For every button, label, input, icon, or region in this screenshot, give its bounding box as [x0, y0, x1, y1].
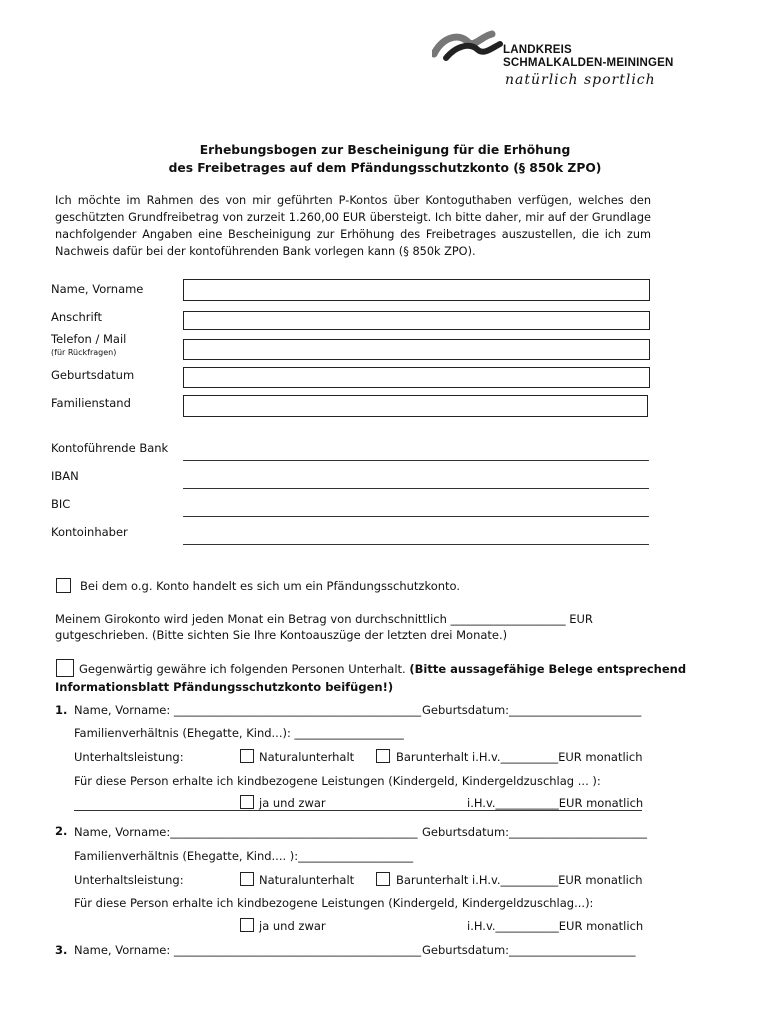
person-relation-field[interactable]: Familienverhältnis (Ehegatte, Kind...): ___________________: [74, 726, 404, 740]
support-type-label: Unterhaltsleistung:: [74, 750, 184, 764]
natural-support-checkbox[interactable]: [240, 872, 254, 886]
iban-label: IBAN: [51, 469, 79, 483]
child-benefit-question: Für diese Person erhalte ich kindbezogene Leistungen (Kindergeld, Kindergeldzuschlag...):: [74, 896, 594, 910]
phone-field[interactable]: [183, 339, 650, 360]
child-benefit-yes-checkbox[interactable]: [240, 795, 254, 809]
child-benefit-yes-label: ja und zwar: [259, 796, 326, 810]
child-benefit-amount-field[interactable]: i.H.v.___________EUR monatlich: [467, 796, 644, 810]
natural-support-checkbox[interactable]: [240, 749, 254, 763]
cash-support-checkbox[interactable]: [376, 749, 390, 763]
iban-field[interactable]: [183, 488, 649, 489]
intro-paragraph: [55, 192, 651, 260]
child-benefit-yes-checkbox[interactable]: [240, 918, 254, 932]
logo: [432, 24, 692, 94]
support-note-line2: Informationsblatt Pfändungsschutzkonto beifügen!): [55, 680, 394, 694]
child-benefit-line[interactable]: [74, 810, 642, 811]
marital-label: Familienstand: [51, 396, 131, 410]
income-line2: gutgeschrieben. (Bitte sichten Sie Ihre Kontoauszüge der letzten drei Monate.): [55, 628, 508, 642]
support-note: (Bitte aussagefähige Belege entsprechend: [409, 662, 687, 676]
intro-line: nachfolgender Angaben eine Bescheinigung zur Erhöhung des Freibetrages auszustellen, die ich zum: [55, 228, 651, 241]
income-text: Meinem Girokonto wird jeden Monat ein Betrag von durchschnittlich: [55, 612, 451, 626]
person-name-field[interactable]: Name, Vorname: ___________________________________________: [74, 703, 422, 717]
bank-field[interactable]: [183, 460, 649, 461]
child-benefit-amount-field[interactable]: i.H.v.___________EUR monatlich: [467, 919, 644, 933]
income-line1: [55, 612, 593, 626]
pkonto-checkbox[interactable]: [56, 578, 71, 593]
bic-label: BIC: [51, 497, 71, 511]
income-amount-field[interactable]: ____________________: [450, 612, 566, 626]
address-field[interactable]: [183, 311, 650, 330]
cash-support-label[interactable]: Barunterhalt i.H.v.__________EUR monatlich: [396, 750, 643, 764]
cash-support-checkbox[interactable]: [376, 872, 390, 886]
child-benefit-yes-label: ja und zwar: [259, 919, 326, 933]
form-title-line1: Erhebungsbogen zur Bescheinigung für die Erhöhung: [199, 143, 571, 157]
person-number: 2.: [55, 824, 68, 838]
intro-line: geschützten Grundfreibetrag von zurzeit 1.260,00 EUR übersteigt. Ich bitte daher, mir auf der Grundlage: [55, 211, 651, 224]
holder-field[interactable]: [183, 544, 649, 545]
phone-label: Telefon / Mail: [51, 332, 127, 346]
logo-slogan: natürlich sportlich: [505, 72, 656, 88]
birthdate-label: Geburtsdatum: [51, 368, 135, 382]
person-birthdate-field[interactable]: Geburtsdatum:_______________________: [422, 703, 642, 717]
support-type-label: Unterhaltsleistung:: [74, 873, 184, 887]
intro-line: Nachweis dafür bei der kontoführenden Bank vorlegen kann (§ 850k ZPO).: [55, 245, 476, 258]
income-currency: EUR: [565, 612, 593, 626]
person-birthdate-field[interactable]: Geburtsdatum:______________________: [422, 943, 636, 957]
person-name-field[interactable]: Name, Vorname:___________________________________________: [74, 825, 418, 839]
logo-line2: SCHMALKALDEN-MEININGEN: [503, 57, 674, 69]
bank-label: Kontoführende Bank: [51, 441, 169, 455]
phone-hint: (für Rückfragen): [51, 348, 117, 357]
name-field[interactable]: [183, 279, 650, 301]
intro-line: Ich möchte im Rahmen des von mir geführten P-Kontos über Kontoguthaben verfügen, welches den: [55, 194, 651, 207]
cash-support-label[interactable]: Barunterhalt i.H.v.__________EUR monatlich: [396, 873, 643, 887]
support-line1: [79, 662, 686, 676]
form-title-line2: des Freibetrages auf dem Pfändungsschutzkonto (§ 850k ZPO): [168, 161, 602, 175]
pkonto-text: Bei dem o.g. Konto handelt es sich um ein Pfändungsschutzkonto.: [80, 579, 461, 593]
child-benefit-question: Für diese Person erhalte ich kindbezogene Leistungen (Kindergeld, Kindergeldzuschlag ... ):: [74, 774, 601, 788]
bic-field[interactable]: [183, 516, 649, 517]
person-number: 3.: [55, 943, 68, 957]
support-text: Gegenwärtig gewähre ich folgenden Personen Unterhalt.: [79, 662, 406, 676]
person-number: 1.: [55, 703, 68, 717]
person-birthdate-field[interactable]: Geburtsdatum:________________________: [422, 825, 648, 839]
address-label: Anschrift: [51, 310, 103, 324]
natural-support-label: Naturalunterhalt: [259, 750, 355, 764]
person-name-field[interactable]: Name, Vorname: ___________________________________________: [74, 943, 422, 957]
support-checkbox[interactable]: [56, 659, 74, 677]
logo-line1: LANDKREIS: [503, 44, 572, 56]
natural-support-label: Naturalunterhalt: [259, 873, 355, 887]
person-relation-field[interactable]: Familienverhältnis (Ehegatte, Kind.... ):____________________: [74, 849, 414, 863]
holder-label: Kontoinhaber: [51, 525, 128, 539]
birthdate-field[interactable]: [183, 367, 650, 388]
marital-field[interactable]: [183, 395, 648, 417]
name-label: Name, Vorname: [51, 282, 144, 296]
district-logo-icon: [432, 28, 504, 62]
